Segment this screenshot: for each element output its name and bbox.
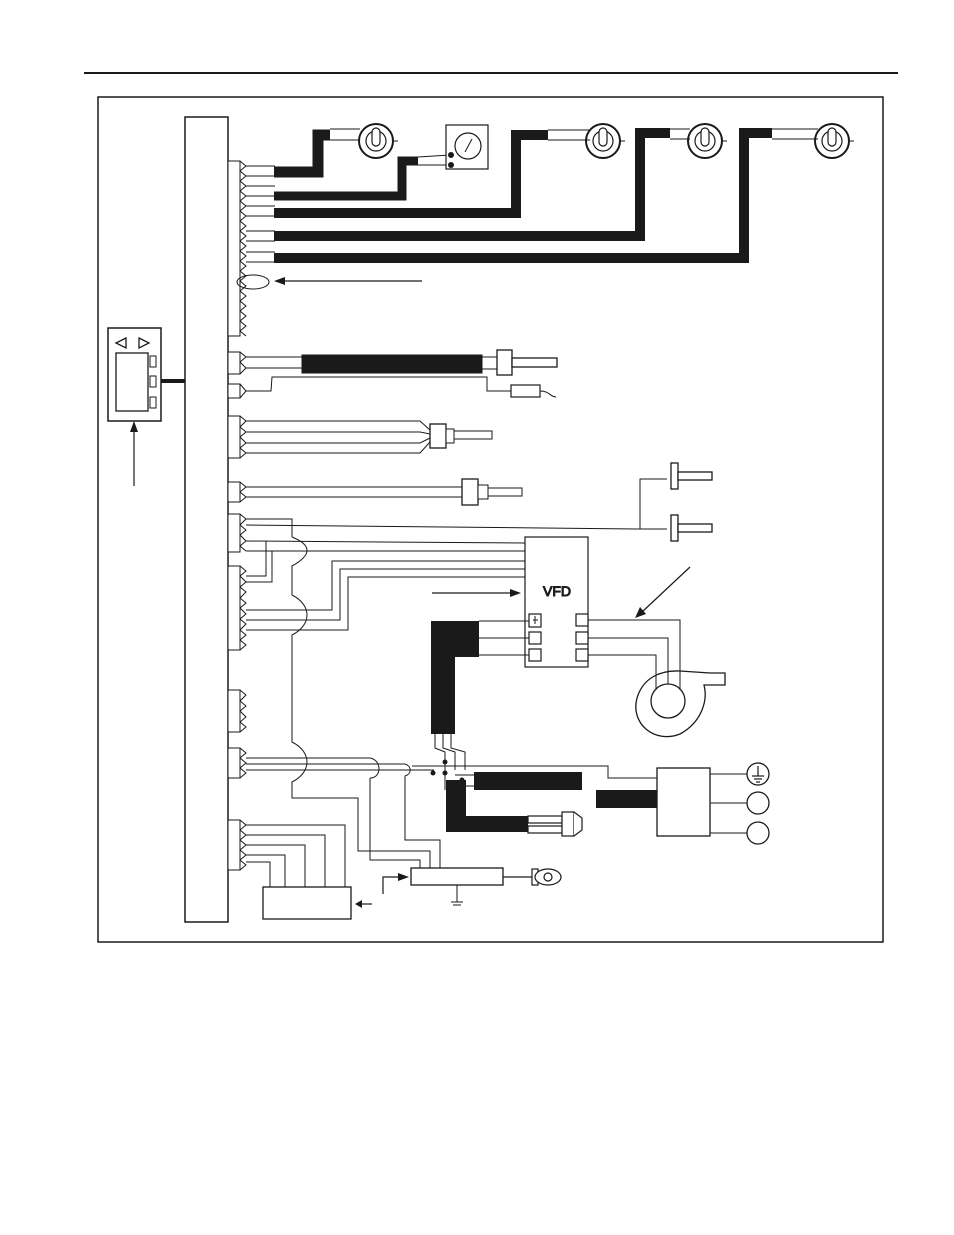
pressure-tube-2 [671, 515, 712, 541]
ground-terminal-icon [747, 763, 769, 785]
vfd-terminal-v [576, 632, 588, 644]
round-sensor-3 [688, 124, 727, 158]
connector-j1 [228, 161, 246, 336]
power-plug [528, 812, 582, 836]
connector-j3 [228, 416, 246, 458]
display-button-3 [150, 397, 156, 408]
blower-callout-arrowhead [635, 607, 646, 618]
connector-j5 [228, 514, 246, 552]
pressure-switch [446, 125, 488, 169]
igniter-module [411, 868, 503, 885]
ignition-callout-arrowhead [355, 900, 362, 908]
junction-dots [431, 760, 465, 783]
neutral-terminal-icon [747, 822, 769, 844]
junction-box-leads [710, 774, 747, 833]
display-screen [116, 353, 148, 411]
vfd-terminal-l2 [529, 649, 541, 661]
display-callout-arrowhead [130, 421, 138, 432]
igniter-ground [451, 885, 463, 905]
line-terminal-icon [747, 792, 769, 814]
harness-sensor-1 [274, 135, 330, 172]
unused-pins-arrowhead [274, 277, 285, 285]
connector-j7 [228, 690, 246, 732]
vfd-terminal-l1 [529, 632, 541, 644]
display-button-2 [150, 376, 156, 387]
junction-box [657, 768, 710, 836]
blower-callout-line [642, 567, 690, 612]
vfd-block [525, 537, 588, 667]
vfd-terminal-u [576, 614, 588, 626]
vfd-terminal-w [576, 649, 588, 661]
ignition-control-box [263, 887, 351, 919]
vfd-label: VFD [543, 583, 571, 599]
igniter-callout-arrowhead [398, 873, 409, 881]
pressure-switch-lead-a [418, 155, 450, 157]
pressure-tube-1 [671, 463, 712, 489]
harness-pressure-switch [274, 161, 418, 196]
vfd-input-arrowhead [510, 589, 521, 597]
temperature-probe-2 [246, 479, 522, 505]
connector-j4 [228, 482, 246, 502]
probe-harness [246, 350, 557, 397]
connector-j6 [228, 566, 246, 650]
display-button-1 [150, 356, 156, 367]
connector-j9 [228, 820, 246, 870]
controller-board [185, 117, 228, 922]
connector-j2 [228, 352, 246, 398]
spark-electrode-icon [503, 869, 561, 885]
power-harness [431, 621, 479, 734]
sensor-lead-wires [246, 166, 275, 262]
temperature-probe-1 [246, 421, 492, 453]
connector-j8 [228, 748, 246, 778]
round-sensor-2 [586, 124, 625, 158]
round-sensor-1 [359, 124, 398, 158]
ignition-wires [246, 825, 345, 887]
round-sensor-4 [815, 124, 854, 158]
display-panel [108, 328, 161, 421]
